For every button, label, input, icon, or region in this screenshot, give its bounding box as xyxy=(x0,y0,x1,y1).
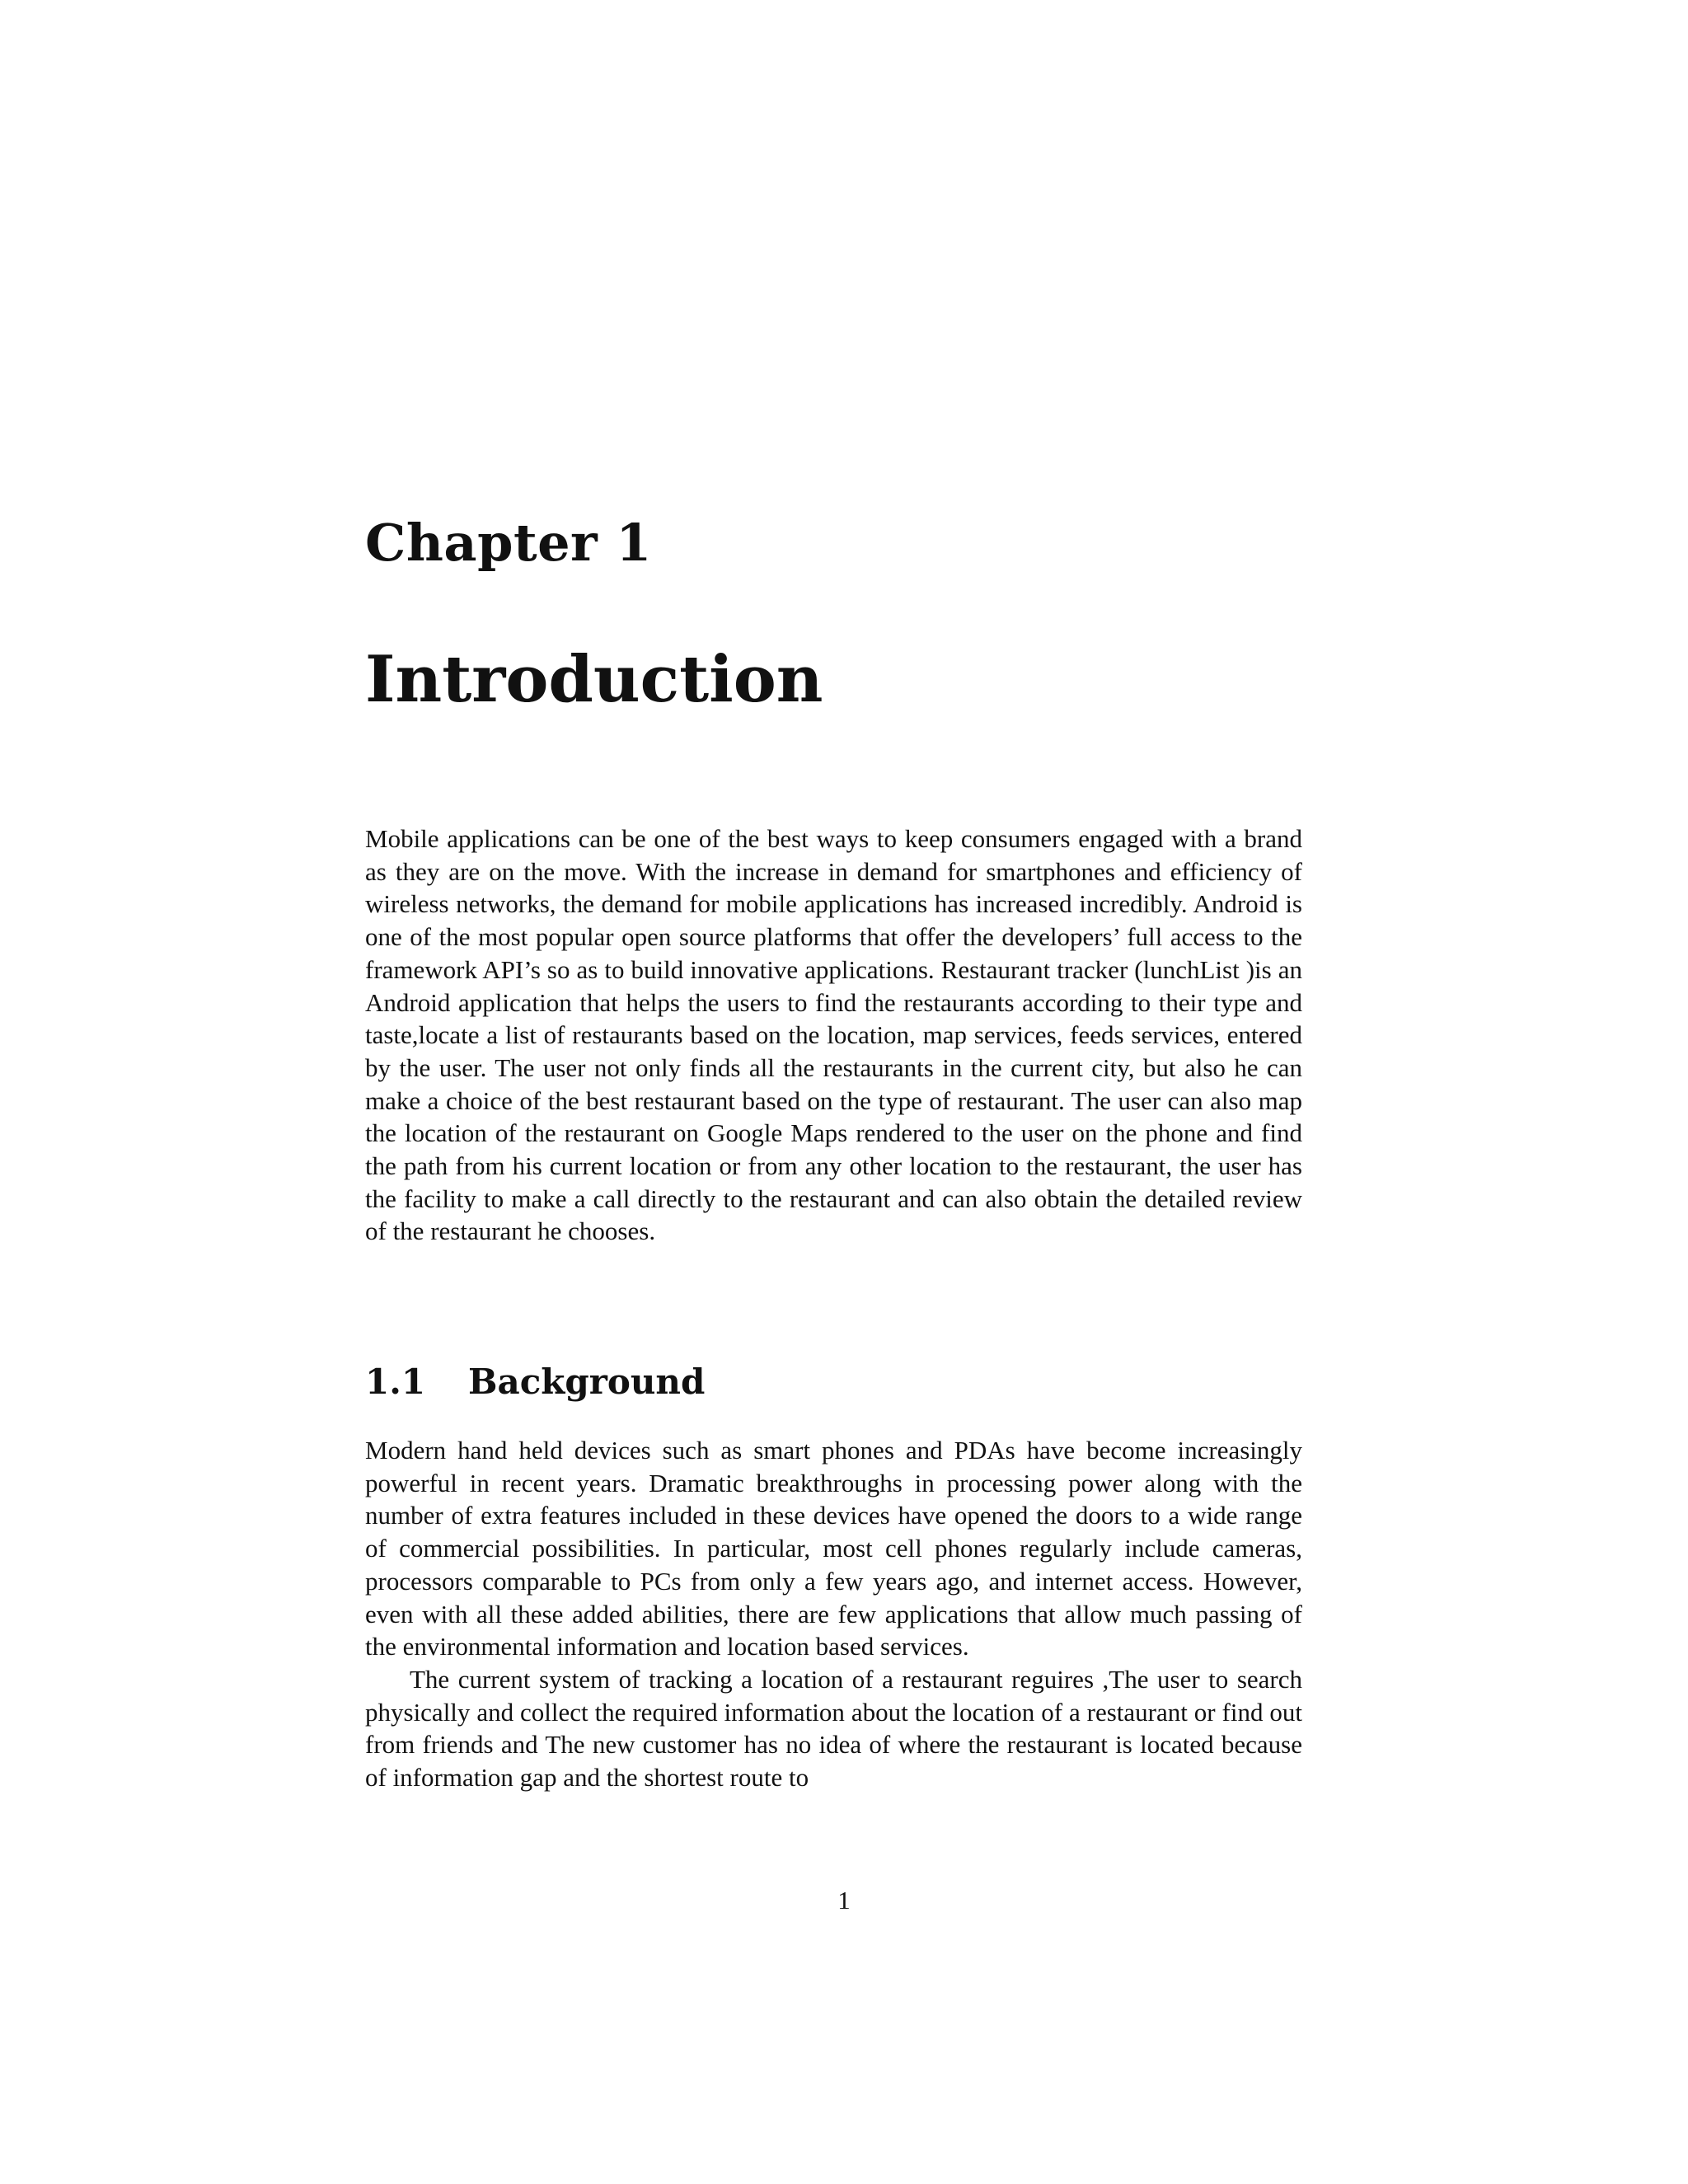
chapter-label: Chapter 1 xyxy=(365,513,652,573)
section-heading xyxy=(365,1361,706,1402)
background-section xyxy=(365,1434,1302,1794)
chapter-title: Introduction xyxy=(365,642,823,717)
background-paragraph: The current system of tracking a location of a restaurant reguires ,The user to search physically and collect the required information about the location of a restaurant or find out from friends and The new customer has no idea of where the restaurant is located because of information gap and the shortest route to xyxy=(365,1664,1302,1793)
background-paragraph: Modern hand held devices such as smart phones and PDAs have become increasingly powerful in recent years. Dramatic breakthroughs in processing power along with the number of extra features included in these devices have opened the doors to a wide range of commercial possibilities. In particular, most cell phones regularly include cameras, processors comparable to PCs from only a few years ago, and internet access. However, even with all these added abilities, there are few applications that allow much passing of the environmental information and location based services. xyxy=(365,1436,1302,1661)
page-number: 1 xyxy=(837,1886,851,1915)
section-title: Background xyxy=(468,1361,706,1402)
intro-paragraph: Mobile applications can be one of the best ways to keep consumers engaged with a brand as they are on the move. With the increase in demand for smartphones and efficiency of wireless networks, the demand for mobile applications has increased incredibly. Android is one of the most popular open source platforms that offer the developers’ full access to the framework API’s so as to build innovative applications. Restaurant tracker (lunchList )is an Android application that helps the users to find the restaurants according to their type and taste,locate a list of restaurants based on the location, map services, feeds services, entered by the user. The user not only finds all the restaurants in the current city, but also he can make a choice of the best restaurant based on the type of restaurant. The user can also map the location of the restaurant on Google Maps rendered to the user on the phone and find the path from his current location or from any other location to the restaurant, the user has the facility to make a call directly to the restaurant and can also obtain the detailed review of the restaurant he chooses. xyxy=(365,824,1302,1246)
section-number: 1.1 xyxy=(365,1361,426,1402)
intro-section xyxy=(365,823,1302,1248)
